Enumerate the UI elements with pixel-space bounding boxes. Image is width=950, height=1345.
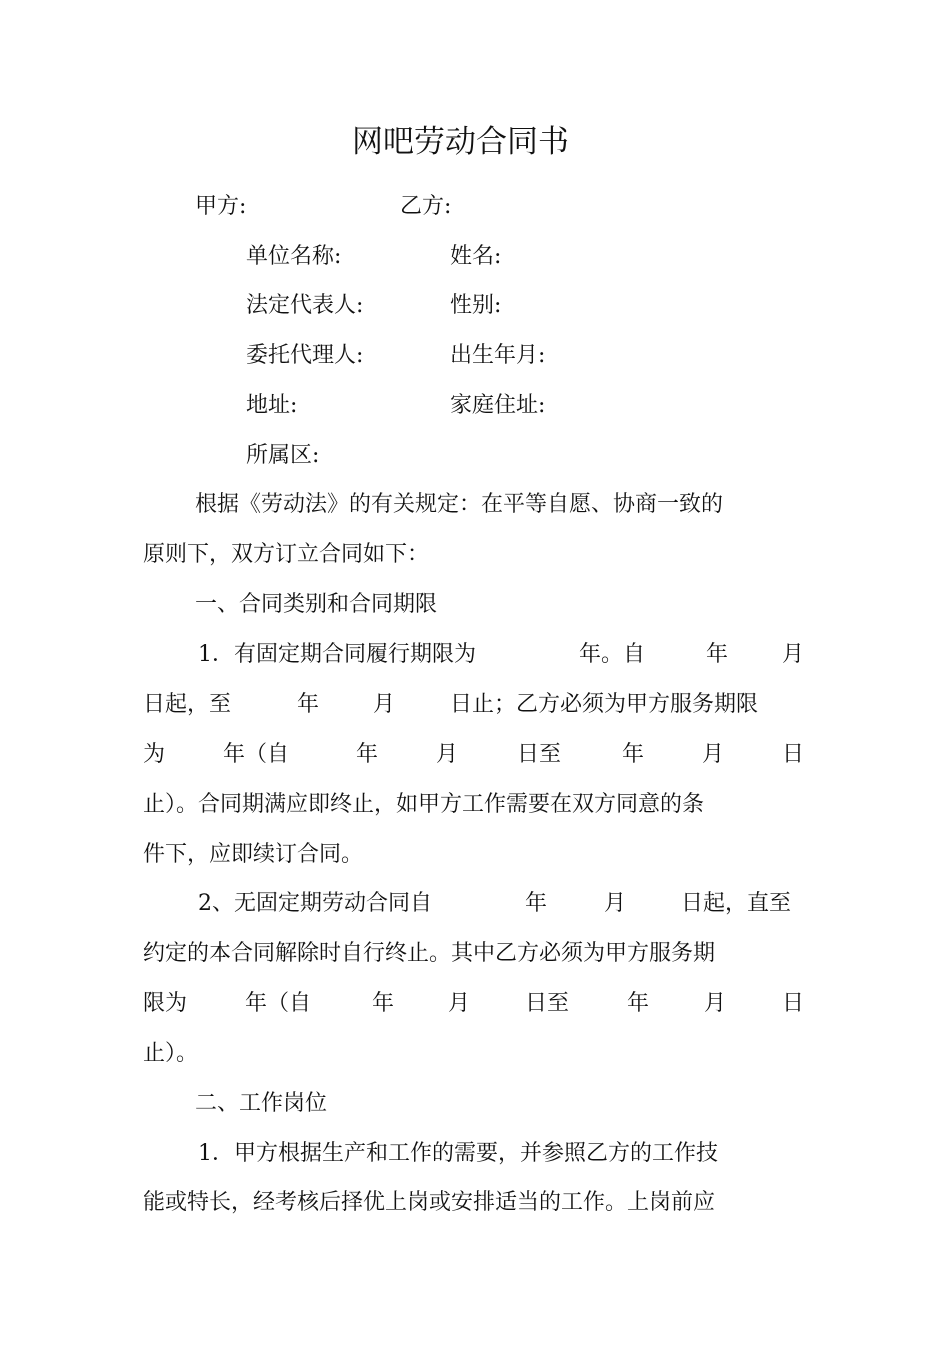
clause-1-1-line-3-part: 日至 <box>517 742 562 767</box>
party-b-label: 乙方: <box>400 194 452 219</box>
clause-1-1-line-3-part: 为 <box>143 742 166 767</box>
section-1-heading: 一、合同类别和合同期限 <box>195 592 438 617</box>
clause-1-2-line-1-part: 日起，直至 <box>681 891 792 916</box>
clause-1-2-line-1-part: 2、无固定期劳动合同自 <box>198 891 432 916</box>
clause-1-2-line-3-part: 日 <box>782 991 805 1016</box>
section-2-heading: 二、工作岗位 <box>195 1091 328 1116</box>
clause-1-1-line-4: 止）。合同期满应即终止，如甲方工作需要在双方同意的条 <box>143 792 705 817</box>
clause-1-1-line-3-part: 年 <box>622 742 645 767</box>
clause-1-2-line-2: 约定的本合同解除时自行终止。其中乙方必须为甲方服务期 <box>143 941 716 966</box>
clause-1-2-line-3-part: 年 <box>627 991 650 1016</box>
field-name: 姓名: <box>450 244 502 269</box>
clause-1-1-line-3-part: 日 <box>782 742 805 767</box>
field-district: 所属区: <box>246 443 320 468</box>
clause-1-2-line-4: 止）。 <box>143 1041 199 1066</box>
field-gender: 性别: <box>450 293 502 318</box>
clause-1-2-line-3-part: 限为 <box>143 991 188 1016</box>
clause-1-1-line-1-part: 月 <box>782 642 805 667</box>
preamble-line-2: 原则下，双方订立合同如下： <box>143 542 430 567</box>
field-address: 地址: <box>246 393 298 418</box>
clause-1-1-line-2-part: 月 <box>373 692 396 717</box>
field-agent: 委托代理人: <box>246 343 364 368</box>
preamble-line-1: 根据《劳动法》的有关规定：在平等自愿、协商一致的 <box>195 492 724 517</box>
clause-1-1-line-3-part: 年 <box>356 742 379 767</box>
clause-1-2-line-3-part: 年（自 <box>245 991 312 1016</box>
clause-1-1-line-5: 件下，应即续订合同。 <box>143 842 364 867</box>
clause-2-1-line-2: 能或特长，经考核后择优上岗或安排适当的工作。上岗前应 <box>143 1190 716 1215</box>
party-a-label: 甲方: <box>195 194 247 219</box>
clause-1-2-line-3-part: 日至 <box>525 991 570 1016</box>
clause-2-1-line-1: 1．甲方根据生产和工作的需要，并参照乙方的工作技 <box>198 1141 718 1166</box>
clause-1-1-line-3-part: 年（自 <box>223 742 290 767</box>
clause-1-1-line-2-part: 日起，至 <box>143 692 232 717</box>
clause-1-1-line-1-part: 1．有固定期合同履行期限为 <box>198 642 476 667</box>
field-unit-name: 单位名称: <box>246 244 342 269</box>
clause-1-2-line-3-part: 年 <box>372 991 395 1016</box>
clause-1-2-line-1-part: 月 <box>604 891 627 916</box>
clause-1-1-line-2-part: 日止；乙方必须为甲方服务期限 <box>450 692 759 717</box>
clause-1-1-line-3-part: 月 <box>702 742 725 767</box>
clause-1-1-line-3-part: 月 <box>436 742 459 767</box>
clause-1-1-line-1-part: 年。自 <box>579 642 646 667</box>
clause-1-1-line-1-part: 年 <box>706 642 729 667</box>
clause-1-2-line-3-part: 月 <box>448 991 471 1016</box>
document-title: 网吧劳动合同书 <box>352 124 569 160</box>
clause-1-2-line-1-part: 年 <box>525 891 548 916</box>
field-home-address: 家庭住址: <box>450 393 546 418</box>
field-birth: 出生年月: <box>450 343 546 368</box>
clause-1-2-line-3-part: 月 <box>704 991 727 1016</box>
clause-1-1-line-2-part: 年 <box>297 692 320 717</box>
field-legal-rep: 法定代表人: <box>246 293 364 318</box>
